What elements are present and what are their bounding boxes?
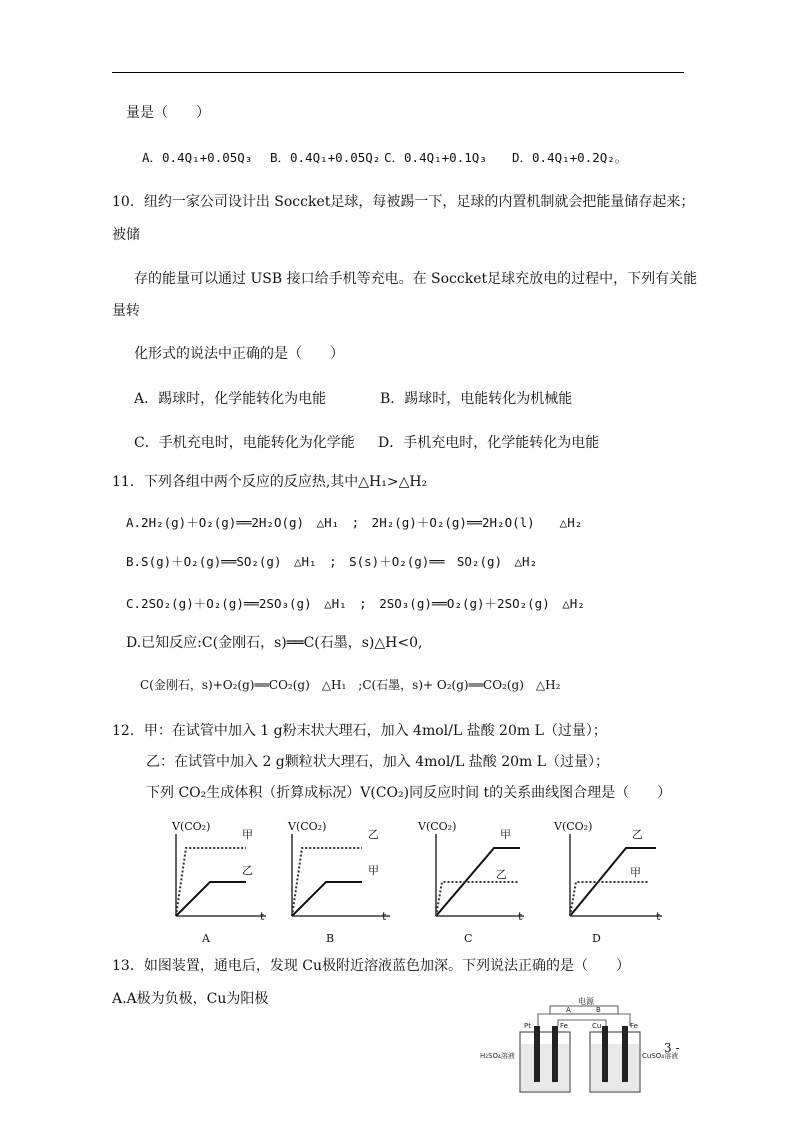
fe-electrode-left [552,1026,558,1082]
q10-line4: 量转 [112,303,140,319]
graph-d-top-label: 乙 [632,828,643,841]
graph-d-xlabel: t [656,910,661,923]
graph-a-top-label: 甲 [242,828,253,841]
q13-option-a: A.A极为负极，Cu为阳极 [112,991,269,1007]
graph-d-dotted-curve [570,882,648,916]
left-solution-label: H₂SO₄溶液 [480,1052,515,1060]
graph-c-svg [408,812,524,945]
pt-label: Pt [524,1022,531,1030]
graph-c [408,812,524,945]
q9-option-a: A．0.4Q₁+0.05Q₃ [142,150,253,165]
q9-option-b: B．0.4Q₁+0.05Q₂ [270,150,381,165]
graph-d-ylabel: V(CO₂) [554,820,593,833]
graph-d-svg [548,812,664,945]
q9-option-d: D．0.4Q₁+0.2Q₂。 [512,150,628,165]
q10-line1: 10．纽约一家公司设计出 Soccket足球，每被踢一下，足球的内置机制就会把能量储存起来； [112,194,695,210]
fe-electrode-right [622,1026,628,1082]
header-rule [112,72,684,73]
q11-stem: 11．下列各组中两个反应的反应热,其中△H₁>△H₂ [112,474,428,490]
right-solution [591,1044,639,1091]
cu-electrode [602,1026,608,1082]
terminal-a-label: A [566,1006,571,1014]
q10-option-a: A．踢球时，化学能转化为电能 [134,391,327,407]
q10-option-c: C．手机充电时，电能转化为化学能 [134,435,355,451]
graph-a [150,812,266,945]
wire-1 [538,1014,550,1026]
graph-c-ylabel: V(CO₂) [418,820,457,833]
q10-option-b: B．踢球时，电能转化为机械能 [380,391,573,407]
right-solution-label: CuSO₄溶液 [642,1052,679,1060]
power-source-label: 电源 [578,997,594,1006]
graph-b-ylabel: V(CO₂) [288,820,327,833]
graph-b-bottom-label: 甲 [368,864,379,877]
graph-c-bottom-label: 乙 [496,868,507,881]
wire-2 [618,1014,630,1026]
graph-b-letter: B [326,932,335,945]
graph-a-xlabel: t [260,910,265,923]
q10-line2: 被储 [112,227,140,243]
q11-option-c: C.2SO₂(g)＋O₂(g)══2SO₃(g) △H₁ ; 2SO₃(g)══O₂(g)＋2SO₂(g) △H₂ [126,596,585,611]
graph-d-bottom-label: 甲 [630,866,641,879]
fe-label-left: Fe [560,1022,568,1030]
q12-line2: 乙：在试管中加入 2 g颗粒状大理石，加入 4mol/L 盐酸 20m L（过量）； [146,754,610,770]
graph-a-svg [150,812,266,945]
graph-d [548,812,664,945]
page-number: 3 - [664,1041,680,1055]
graph-d-letter: D [592,932,601,945]
q13-line1: 13．如图装置，通电后，发现 Cu极附近溶液蓝色加深。下列说法正确的是（ ） [112,958,630,974]
graph-b [278,812,394,945]
q12-line1: 12．甲：在试管中加入 1 g粉末状大理石，加入 4mol/L 盐酸 20m L（过量）； [112,723,607,739]
electrolysis-device [480,996,679,1106]
q9-option-c: C．0.4Q₁+0.1Q₃ [384,150,487,165]
graph-a-ylabel: V(CO₂) [172,820,211,833]
pt-electrode [534,1026,540,1082]
q11-option-d-line2: C(金刚石，s)+O₂(g)══CO₂(g) △H₁ ;C(石墨，s)+ O₂(g)══CO₂(g) △H₂ [140,678,561,692]
graph-a-bottom-label: 乙 [242,864,253,877]
graph-a-letter: A [202,932,210,945]
graph-c-top-label: 甲 [500,828,511,841]
graph-c-xlabel: t [518,910,523,923]
left-solution [521,1044,569,1091]
electrolysis-device-svg [480,996,679,1106]
q11-option-d-line1: D.已知反应:C(金刚石，s)══C(石墨，s)△H<0, [126,635,423,651]
graph-c-dotted-curve [436,882,518,916]
graph-c-letter: C [464,932,473,945]
graph-b-solid-curve [292,882,362,916]
q12-line3: 下列 CO₂生成体积（折算成标况）V(CO₂)同反应时间 t的关系曲线图合理是（ ） [146,785,672,801]
graph-b-svg [278,812,394,945]
q11-option-b: B.S(g)＋O₂(g)══SO₂(g) △H₁ ; S(s)＋O₂(g)══ SO₂(g) △H₂ [126,554,538,569]
cu-label: Cu [592,1022,602,1030]
q10-line5: 化形式的说法中正确的是（ ） [134,346,344,362]
graph-b-top-label: 乙 [368,828,379,841]
top-line: 量是（ ） [126,105,210,121]
terminal-b-label: B [596,1006,601,1014]
power-source-box [550,1006,618,1014]
q11-option-a: A.2H₂(g)＋O₂(g)══2H₂O(g) △H₁ ; 2H₂(g)＋O₂(g)══2H₂O(l) △H₂ [126,515,583,530]
graph-b-xlabel: t [382,910,387,923]
q10-option-d: D．手机充电时，化学能转化为电能 [378,435,600,451]
fe-label-right: Fe [630,1022,638,1030]
q10-line3: 存的能量可以通过 USB 接口给手机等充电。在 Soccket足球充放电的过程中，下列有关能 [134,271,698,287]
graph-a-solid-curve [176,882,246,916]
